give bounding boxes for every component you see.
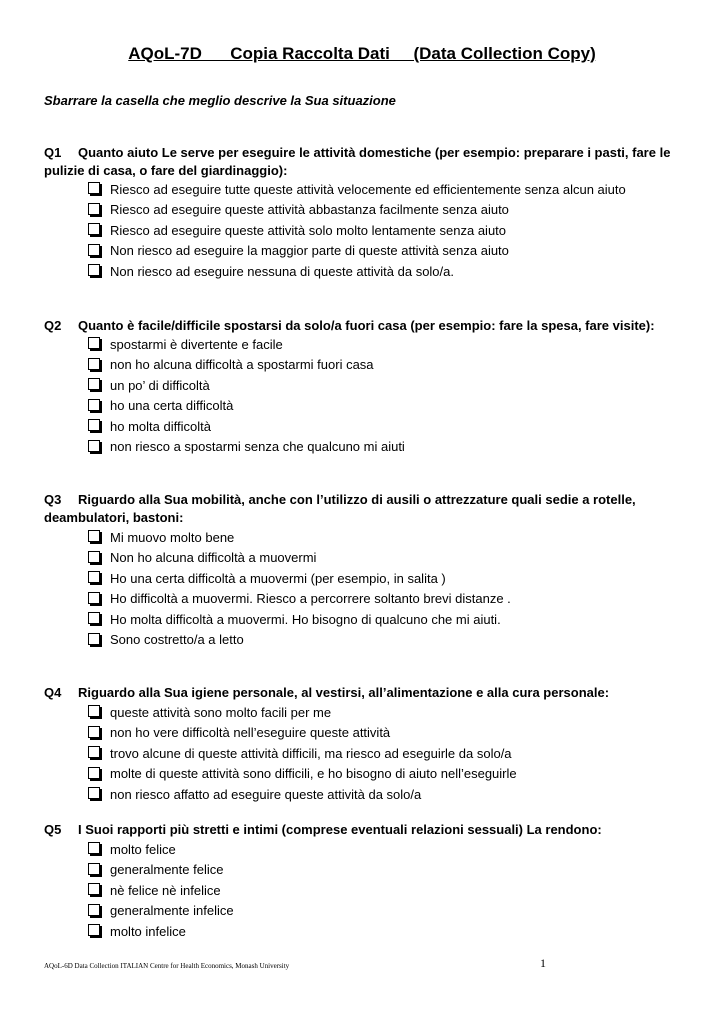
option-label: non riesco affatto ad eseguire queste attività da solo/a (110, 786, 422, 802)
answer-option[interactable] (88, 220, 688, 241)
question-3 (44, 491, 684, 527)
question-4 (44, 684, 684, 702)
footer-text: AQoL-6D Data Collection ITALIAN Centre for Health Economics, Monash University (44, 962, 290, 970)
option-label: generalmente infelice (110, 903, 234, 919)
question-5 (44, 821, 684, 839)
question-3-options (88, 527, 688, 650)
checkbox[interactable] (88, 726, 100, 738)
checkbox[interactable] (88, 592, 100, 604)
question-1 (44, 144, 684, 180)
answer-option[interactable] (88, 764, 688, 785)
question-text: Riguardo alla Sua igiene personale, al vestirsi, all’alimentazione e alla cura personale: (78, 685, 610, 700)
option-label: Mi muovo molto bene (110, 529, 235, 545)
question-2 (44, 317, 684, 335)
answer-option[interactable] (88, 784, 688, 805)
answer-option[interactable] (88, 589, 688, 610)
question-text: Quanto è facile/difficile spostarsi da solo/a fuori casa (per esempio: fare la spesa, fare visite): (78, 318, 655, 333)
option-label: non riesco a spostarmi senza che qualcuno mi aiuti (110, 439, 405, 455)
answer-option[interactable] (88, 200, 688, 221)
option-label: un po’ di difficoltà (110, 377, 210, 393)
question-4-options (88, 702, 688, 805)
answer-option[interactable] (88, 609, 688, 630)
option-label: Ho difficoltà a muovermi. Riesco a percorrere soltanto brevi distanze . (110, 591, 511, 607)
answer-option[interactable] (88, 375, 688, 396)
option-label: Riesco ad eseguire queste attività solo molto lentamente senza aiuto (110, 222, 507, 238)
answer-option[interactable] (88, 334, 688, 355)
checkbox[interactable] (88, 571, 100, 583)
answer-option[interactable] (88, 901, 688, 922)
option-label: Sono costretto/a a letto (110, 632, 244, 648)
option-label: non ho vere difficoltà nell’eseguire queste attività (110, 725, 391, 741)
question-number: Q5 (44, 822, 62, 837)
answer-option[interactable] (88, 568, 688, 589)
checkbox[interactable] (88, 419, 100, 431)
answer-option[interactable] (88, 839, 688, 860)
checkbox[interactable] (88, 705, 100, 717)
checkbox[interactable] (88, 863, 100, 875)
question-number: Q2 (44, 318, 62, 333)
option-label: molto infelice (110, 923, 186, 939)
checkbox[interactable] (88, 746, 100, 758)
instruction: Sbarrare la casella che meglio descrive la Sua situazione (44, 93, 396, 108)
answer-option[interactable] (88, 355, 688, 376)
checkbox[interactable] (88, 358, 100, 370)
option-label: ho molta difficoltà (110, 418, 211, 434)
checkbox[interactable] (88, 612, 100, 624)
option-label: Riesco ad eseguire queste attività abbastanza facilmente senza aiuto (110, 202, 509, 218)
checkbox[interactable] (88, 924, 100, 936)
question-text: Riguardo alla Sua mobilità, anche con l’utilizzo di ausili o attrezzature quali sedie a rotelle, deambulatori, bastoni: (44, 492, 636, 525)
option-label: Non riesco ad eseguire nessuna di queste attività da solo/a. (110, 263, 454, 279)
answer-option[interactable] (88, 630, 688, 651)
answer-option[interactable] (88, 702, 688, 723)
option-label: molte di queste attività sono difficili, e ho bisogno di aiuto nell’eseguirle (110, 766, 517, 782)
checkbox[interactable] (88, 530, 100, 542)
question-number: Q3 (44, 492, 62, 507)
answer-option[interactable] (88, 241, 688, 262)
answer-option[interactable] (88, 743, 688, 764)
option-label: trovo alcune di queste attività difficili, ma riesco ad eseguirle da solo/a (110, 745, 512, 761)
checkbox[interactable] (88, 203, 100, 215)
checkbox[interactable] (88, 551, 100, 563)
answer-option[interactable] (88, 860, 688, 881)
question-number: Q1 (44, 145, 62, 160)
checkbox[interactable] (88, 399, 100, 411)
question-5-options (88, 839, 688, 942)
answer-option[interactable] (88, 880, 688, 901)
checkbox[interactable] (88, 264, 100, 276)
checkbox[interactable] (88, 633, 100, 645)
checkbox[interactable] (88, 440, 100, 452)
answer-option[interactable] (88, 437, 688, 458)
option-label: generalmente felice (110, 862, 224, 878)
question-2-options (88, 334, 688, 457)
option-label: Non ho alcuna difficoltà a muovermi (110, 550, 317, 566)
checkbox[interactable] (88, 223, 100, 235)
option-label: molto felice (110, 841, 176, 857)
question-1-options (88, 179, 688, 282)
checkbox[interactable] (88, 244, 100, 256)
answer-option[interactable] (88, 261, 688, 282)
checkbox[interactable] (88, 904, 100, 916)
checkbox[interactable] (88, 337, 100, 349)
option-label: Non riesco ad eseguire la maggior parte di queste attività senza aiuto (110, 243, 509, 259)
checkbox[interactable] (88, 842, 100, 854)
question-text: Quanto aiuto Le serve per eseguire le attività domestiche (per esempio: preparare i pasti, fare le pulizie di casa, o fare del giardinaggio): (44, 145, 671, 178)
checkbox[interactable] (88, 787, 100, 799)
option-label: Ho molta difficoltà a muovermi. Ho bisogno di qualcuno che mi aiuti. (110, 611, 501, 627)
option-label: Ho una certa difficoltà a muovermi (per esempio, in salita ) (110, 570, 446, 586)
option-label: spostarmi è divertente e facile (110, 336, 283, 352)
answer-option[interactable] (88, 416, 688, 437)
answer-option[interactable] (88, 548, 688, 569)
answer-option[interactable] (88, 396, 688, 417)
option-label: nè felice nè infelice (110, 882, 221, 898)
checkbox[interactable] (88, 182, 100, 194)
answer-option[interactable] (88, 723, 688, 744)
answer-option[interactable] (88, 527, 688, 548)
option-label: ho una certa difficoltà (110, 398, 234, 414)
answer-option[interactable] (88, 179, 688, 200)
page-title: AQoL-7D Copia Raccolta Dati (Data Collection Copy) (128, 44, 596, 63)
checkbox[interactable] (88, 767, 100, 779)
question-number: Q4 (44, 685, 62, 700)
option-label: queste attività sono molto facili per me (110, 704, 332, 720)
checkbox[interactable] (88, 883, 100, 895)
question-text: I Suoi rapporti più stretti e intimi (comprese eventuali relazioni sessuali) La rendono: (78, 822, 602, 837)
page-number: 1 (540, 956, 546, 970)
checkbox[interactable] (88, 378, 100, 390)
option-label: Riesco ad eseguire tutte queste attività velocemente ed efficientemente senza alcun aiuto (110, 181, 626, 197)
option-label: non ho alcuna difficoltà a spostarmi fuori casa (110, 357, 374, 373)
answer-option[interactable] (88, 921, 688, 942)
